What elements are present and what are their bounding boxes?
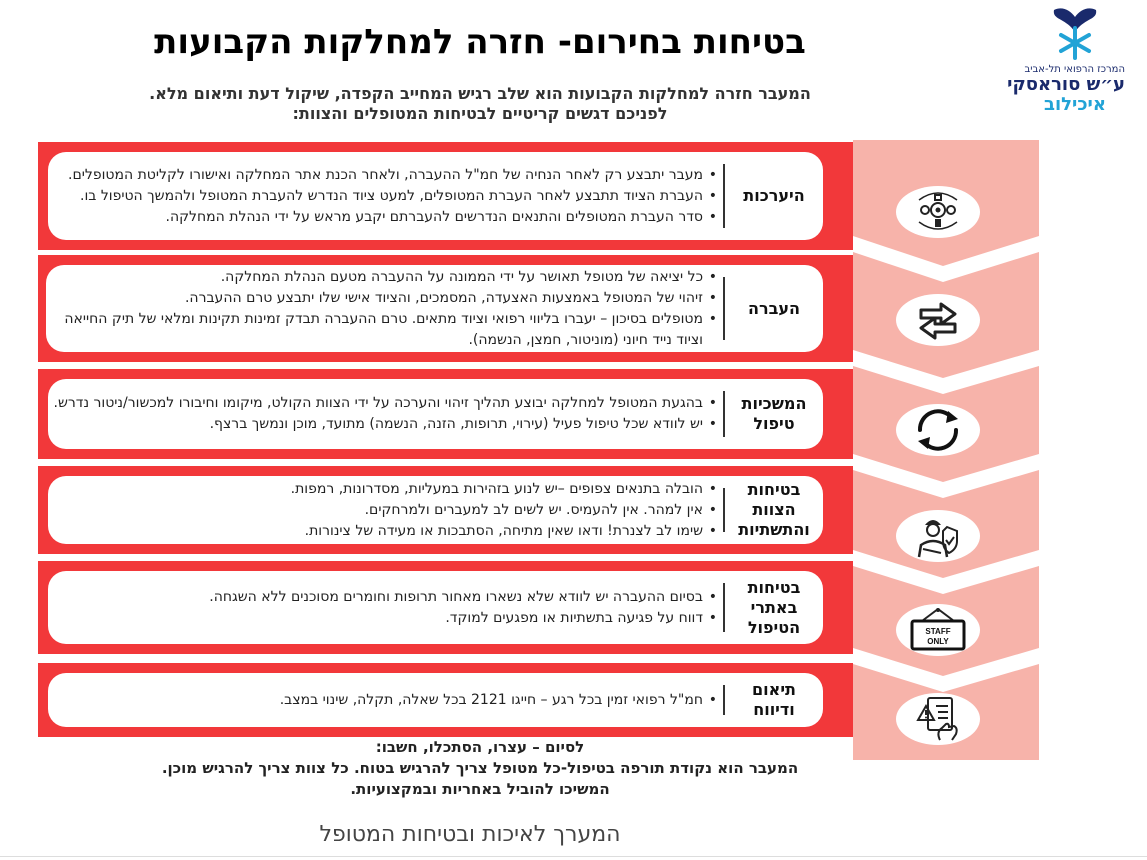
section-staff-infrastructure: [38, 466, 853, 554]
logo-line-3: איכילוב: [1044, 94, 1106, 115]
section-category: בטיחות באתרי הטיפול: [723, 583, 823, 632]
page-title: בטיחות בחירום- חזרה למחלקות הקבועות: [154, 22, 806, 62]
section-bullets: [52, 152, 719, 240]
transfer-arrows-icon: [915, 300, 961, 340]
section-care-sites: [38, 561, 853, 654]
gears-lightbulb-icon: [916, 192, 960, 232]
staff-only-sign-text: STAFF: [925, 627, 951, 636]
bullet-item: • סדר העברת המטופלים והתנאים הנדרשים להעברתם יקבע מראש על ידי הנהלת המחלקה.: [52, 207, 719, 228]
hospital-logo: [1007, 8, 1125, 115]
staff-only-sign-text-2: ONLY: [927, 637, 949, 646]
section-bullets: [52, 379, 719, 449]
section-category: העברה: [723, 277, 823, 340]
closing-line-1: לסיום – עצרו, הסתכלו, חשבו:: [375, 738, 585, 756]
continuity-cycle-icon: [908, 407, 968, 453]
section-card: [48, 673, 823, 727]
logo-line-1: המרכז הרפואי תל-אביב: [1024, 64, 1125, 75]
section-category: המשכיות טיפול: [723, 391, 823, 437]
bullet-item: • דווח על פגיעה בתשתיות או מפגעים למוקד.: [52, 608, 719, 629]
bullet-item: • בהגעת המטופל למחלקה יבוצע תהליך זיהוי והערכה על ידי הצוות הקולט, מיקומו וחיבורו למכשור/ניטור נדרש.: [52, 393, 719, 414]
bullet-item: • העברת הציוד תתבצע לאחר העברת המטופלים, למעט ציוד הנדרש להעברת המטופל ולהמשך הטיפול בו.: [52, 186, 719, 207]
section-bullets: [52, 476, 719, 544]
bullet-item: • חמ"ל רפואי זמין בכל רגע – חייגו 2121 בכל שאלה, תקלה, שינוי במצב.: [52, 690, 719, 711]
icon-oval-transfer: [896, 294, 980, 346]
section-card: [48, 152, 823, 240]
icon-oval-staff: [896, 510, 980, 562]
section-continuity: [38, 369, 853, 459]
bullet-item: • שימו לב לצנרת! ודאו שאין מתיחה, הסתבכות או מעידה של צינורות.: [52, 521, 719, 542]
bullet-item: • כל יציאה של מטופל תאושר על ידי הממונה על ההעברה מטעם הנהלת המחלקה.: [46, 267, 719, 288]
report-alert-icon: [916, 696, 960, 742]
worker-shield-icon: [915, 513, 961, 559]
intro-line-1: המעבר חזרה למחלקות הקבועות הוא שלב רגיש המחייב הקפדה, שיקול דעת ותיאום מלא.: [149, 84, 811, 103]
icon-oval-continuity: [896, 404, 980, 456]
icon-oval-coordination: [896, 693, 980, 745]
intro-text: [100, 84, 860, 124]
closing-line-3: המשיכו להוביל באחריות ובמקצועיות.: [350, 780, 610, 798]
intro-line-2: לפניכם דגשים קריטיים לבטיחות המטופלים והצוות:: [292, 104, 668, 123]
section-transfer: [38, 255, 853, 362]
bullet-item: • מטופלים בסיכון – יעברו בליווי רפואי וציוד מתאים. טרם ההעברה תבדק זמינות תקינות ומלאי של תיק החייאה וציוד נייד חיוני (מוניטור, חמצן, הנשמה).: [46, 309, 719, 351]
section-category: בטיחות הצוות והתשתיות: [723, 488, 823, 532]
bottom-divider: [0, 856, 1147, 857]
section-category: היערכות: [723, 164, 823, 228]
section-coordination: [38, 663, 853, 737]
section-card: [48, 476, 823, 544]
icon-oval-preparation: [896, 186, 980, 238]
closing-text: [100, 737, 860, 800]
staff-only-sign-icon: [908, 607, 968, 653]
bullet-item: • זיהוי של המטופל באמצעות האצעדה, המסמכים, והציוד אישי שלו יתבצע טרם ההעברה.: [46, 288, 719, 309]
section-bullets: [46, 265, 719, 352]
heart-snowflake-logo-icon: [1048, 8, 1102, 60]
bullet-item: • יש לוודא שכל טיפול פעיל (עירוי, תרופות, הזנה, הנשמה) מתועד, מוכן ונמשך ברצף.: [52, 414, 719, 435]
bullet-item: • מעבר יתבצע רק לאחר הנחיה של חמ"ל ההעברה, ולאחר הכנת אתר המחלקה ואישורו לקליטת המטופלים.: [52, 165, 719, 186]
bullet-item: • בסיום ההעברה יש לוודא שלא נשארו מאחור תרופות וחומרים מסוכנים ללא השגחה.: [52, 587, 719, 608]
section-card: [46, 265, 823, 352]
section-category: תיאום ודיווח: [723, 685, 823, 715]
section-bullets: [52, 571, 719, 644]
section-bullets: [52, 673, 719, 727]
closing-line-2: המעבר הוא נקודת תורפה בטיפול-כל מטופל צריך להרגיש בטוח. כל צוות צריך להרגיש מוכן.: [161, 759, 799, 777]
logo-line-2: ע״ש סוראסקי: [1007, 74, 1125, 95]
bullet-item: • הובלה בתנאים צפופים –יש לנוע בזהירות במעליות, מסדרונות, רמפות.: [52, 479, 719, 500]
icon-oval-care-sites: [896, 604, 980, 656]
section-card: [48, 571, 823, 644]
section-preparation: [38, 142, 853, 250]
section-card: [48, 379, 823, 449]
bullet-item: • אין למהר. אין להעמיס. יש לשים לב למעברים ולמרחקים.: [52, 500, 719, 521]
footer-department: המערך לאיכות ובטיחות המטופל: [319, 822, 621, 847]
